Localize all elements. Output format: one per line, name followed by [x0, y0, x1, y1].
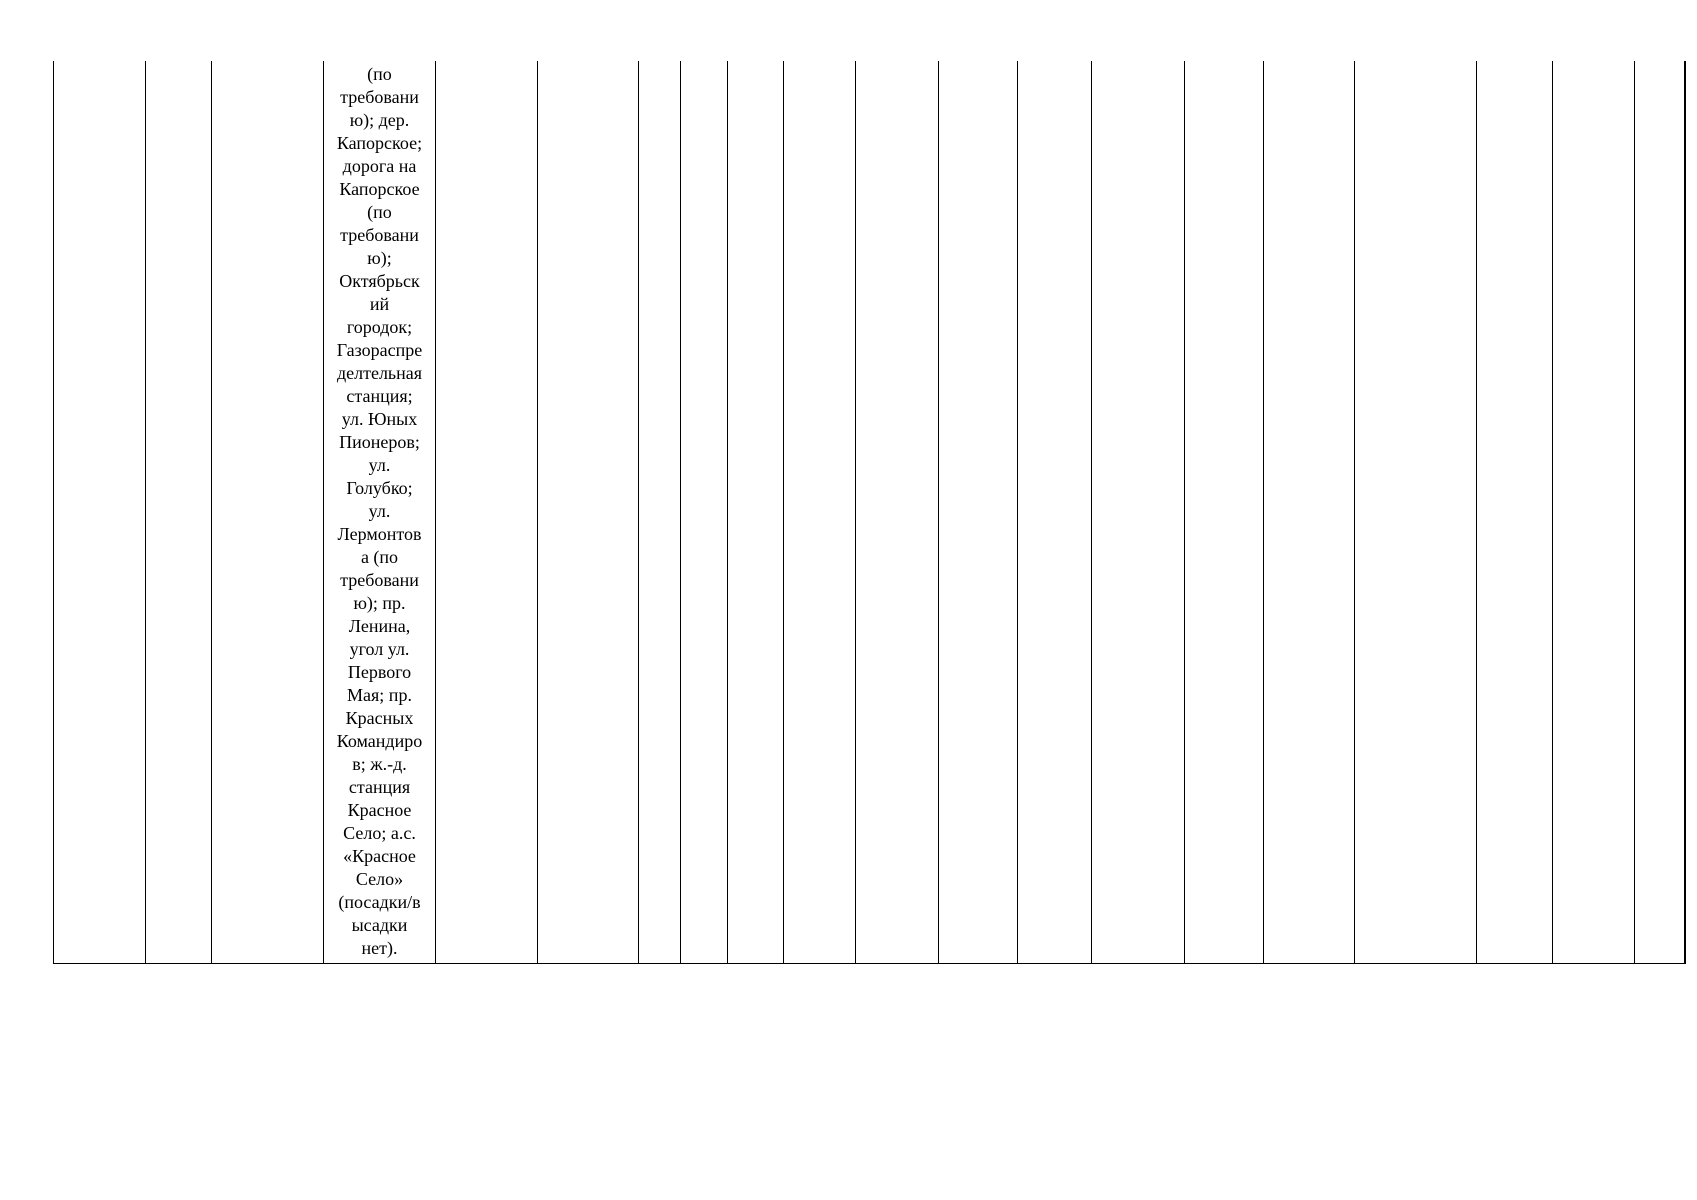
- stops-line: Мая; пр.: [347, 685, 412, 705]
- stops-line: нет).: [361, 938, 398, 958]
- stops-line: ысадки: [351, 915, 408, 935]
- table-cell-16: [1264, 61, 1355, 964]
- stops-line: угол ул.: [349, 639, 410, 659]
- stops-line: в; ж.-д.: [352, 754, 407, 774]
- table-cell-19: [1553, 61, 1635, 964]
- stops-line: Пионеров;: [339, 432, 420, 452]
- stops-line: Командиро: [336, 731, 423, 751]
- table-cell-3: [212, 61, 324, 964]
- stops-line: Красное: [347, 800, 412, 820]
- stops-line: ул.: [368, 501, 391, 521]
- table-cell-15: [1185, 61, 1264, 964]
- table-cell-17: [1355, 61, 1477, 964]
- stops-line: Голубко;: [346, 478, 413, 498]
- table-cell-7: [639, 61, 681, 964]
- stops-line: (по: [367, 202, 392, 222]
- table-cell-11: [856, 61, 939, 964]
- table-cell-1: [54, 61, 146, 964]
- route-table: [53, 61, 1686, 964]
- stops-line: ий: [369, 294, 390, 314]
- stops-line: Капорское: [339, 179, 420, 199]
- stops-line: дорога на: [342, 156, 417, 176]
- stops-line: Октябрьск: [339, 271, 420, 291]
- stops-line: требовани: [340, 225, 419, 245]
- stops-line: Красных: [345, 708, 414, 728]
- stops-line: требовани: [340, 87, 419, 107]
- stops-line: требовани: [340, 570, 419, 590]
- stops-line: станция;: [346, 386, 413, 406]
- stops-line: (посадки/в: [338, 892, 421, 912]
- stops-line: (по: [367, 64, 392, 84]
- stops-line: ул. Юных: [341, 409, 418, 429]
- stops-line: городок;: [346, 317, 413, 337]
- table-row: [54, 61, 1686, 964]
- table-cell-5: [436, 61, 538, 964]
- stops-line: «Красное: [343, 846, 416, 866]
- stops-line: Село»: [355, 869, 404, 889]
- table-cell-13: [1018, 61, 1092, 964]
- stops-line: Газораспре: [336, 340, 423, 360]
- stops-line: а (по: [360, 547, 399, 567]
- stops-line: Первого: [347, 662, 412, 682]
- table-cell-9: [728, 61, 784, 964]
- stops-line: Капорское;: [336, 133, 423, 153]
- stops-line: ю);: [367, 248, 392, 268]
- stops-line: ул.: [368, 455, 391, 475]
- table-cell-12: [939, 61, 1018, 964]
- table-cell-6: [538, 61, 639, 964]
- table-cell-18: [1477, 61, 1553, 964]
- table-cell-14: [1092, 61, 1185, 964]
- stops-line: станция: [348, 777, 411, 797]
- table-cell-8: [681, 61, 728, 964]
- table-cell-21: [1685, 61, 1686, 964]
- stops-list-cell: [324, 61, 436, 964]
- stops-line: ю); пр.: [353, 593, 406, 613]
- table-cell-2: [146, 61, 212, 964]
- stops-line: Лермонтов: [337, 524, 422, 544]
- stops-line: Село; а.с.: [343, 823, 416, 843]
- stops-line: Ленина,: [348, 616, 411, 636]
- table-cell-10: [784, 61, 856, 964]
- stops-line: делтельная: [336, 363, 423, 383]
- table-cell-20: [1635, 61, 1685, 964]
- stops-line: ю); дер.: [349, 110, 410, 130]
